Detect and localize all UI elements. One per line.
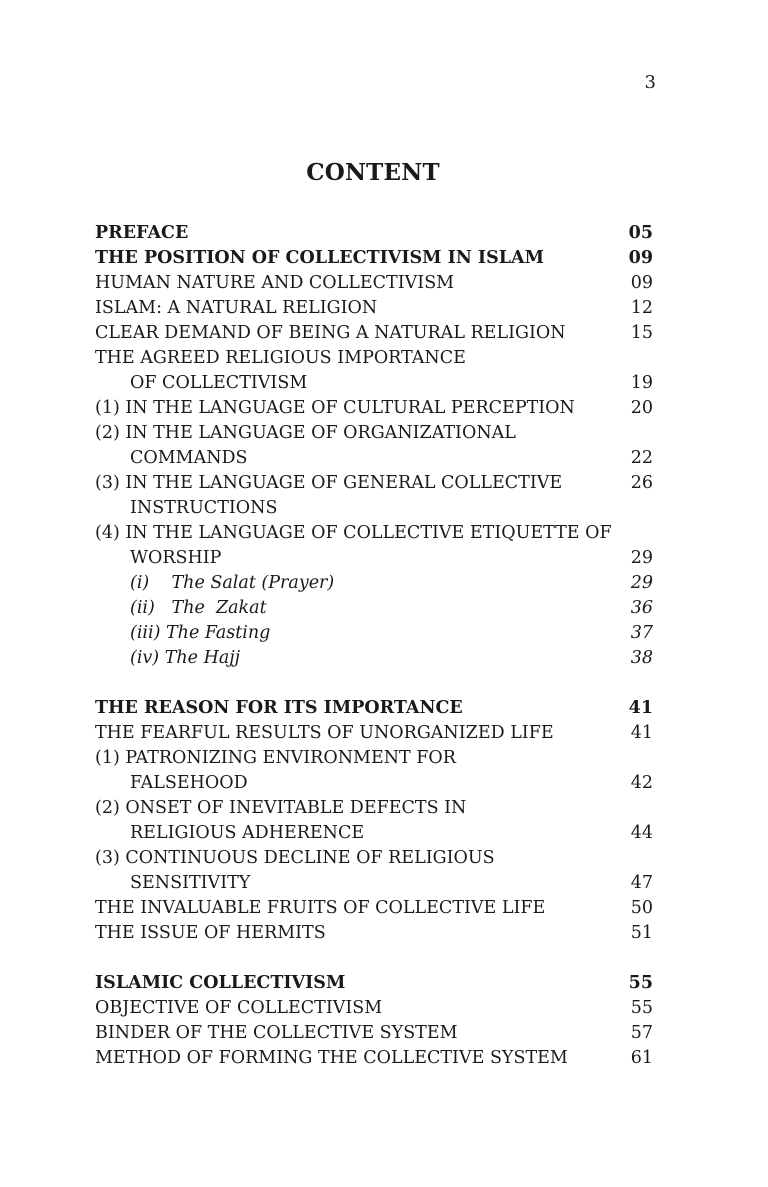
toc-entry-label: (1) PATRONIZING ENVIRONMENT FOR <box>95 748 456 768</box>
toc-entry-label: COMMANDS <box>130 448 248 468</box>
toc-entry <box>95 471 653 496</box>
toc-entry-label: THE POSITION OF COLLECTIVISM IN ISLAM <box>95 248 544 268</box>
toc-entry <box>95 696 653 721</box>
toc-entry <box>95 596 653 621</box>
toc-entry-label: HUMAN NATURE AND COLLECTIVISM <box>95 273 455 293</box>
toc-entry-page: 38 <box>630 648 653 668</box>
toc-entry-label: ISLAMIC COLLECTIVISM <box>95 973 346 993</box>
toc-entry-page: 55 <box>630 998 653 1018</box>
toc-entry-label: (i) The Salat (Prayer) <box>130 573 335 593</box>
toc-entry <box>95 796 653 821</box>
toc-entry <box>95 421 653 446</box>
toc-entry-label: CLEAR DEMAND OF BEING A NATURAL RELIGION <box>95 323 566 343</box>
toc-entry-page: 57 <box>630 1023 653 1043</box>
toc-entry-page: 20 <box>630 398 653 418</box>
section-spacer <box>95 671 653 696</box>
toc-entry <box>95 521 653 546</box>
toc-entry <box>95 346 653 371</box>
toc-entry-label: (2) IN THE LANGUAGE OF ORGANIZATIONAL <box>95 423 516 443</box>
toc-entry <box>95 721 653 746</box>
toc-entry-page: 29 <box>630 573 653 593</box>
toc-entry <box>95 646 653 671</box>
toc-entry-label: (iv) The Hajj <box>130 648 241 668</box>
toc-entry-label: PREFACE <box>95 223 189 243</box>
toc-entry <box>95 621 653 646</box>
toc-entry-label: (2) ONSET OF INEVITABLE DEFECTS IN <box>95 798 467 818</box>
toc-entry <box>95 221 653 246</box>
toc-entry-page: 51 <box>630 923 653 943</box>
toc-entry <box>95 896 653 921</box>
toc-entry-page: 29 <box>630 548 653 568</box>
toc-entry <box>95 871 653 896</box>
toc-entry-page: 05 <box>628 223 653 243</box>
toc-entry-label: (3) CONTINUOUS DECLINE OF RELIGIOUS <box>95 848 495 868</box>
toc-entry-page: 12 <box>630 298 653 318</box>
toc-entry <box>95 771 653 796</box>
toc-entry-page: 61 <box>630 1048 653 1068</box>
toc-entry <box>95 246 653 271</box>
toc-entry <box>95 846 653 871</box>
toc-entry-page: 09 <box>630 273 653 293</box>
toc-entry-page: 37 <box>630 623 653 643</box>
toc-entry-page: 36 <box>630 598 653 618</box>
table-of-contents <box>95 221 653 1071</box>
toc-entry-label: METHOD OF FORMING THE COLLECTIVE SYSTEM <box>95 1048 568 1068</box>
toc-entry-page: 41 <box>628 698 653 718</box>
toc-entry-label: THE INVALUABLE FRUITS OF COLLECTIVE LIFE <box>95 898 546 918</box>
toc-entry-label: THE FEARFUL RESULTS OF UNORGANIZED LIFE <box>95 723 554 743</box>
toc-entry-label: THE REASON FOR ITS IMPORTANCE <box>95 698 463 718</box>
toc-entry-label: OF COLLECTIVISM <box>130 373 308 393</box>
toc-entry-label: ISLAM: A NATURAL RELIGION <box>95 298 378 318</box>
toc-entry-page: 42 <box>630 773 653 793</box>
toc-entry-label: WORSHIP <box>130 548 222 568</box>
toc-entry <box>95 371 653 396</box>
toc-entry-page: 15 <box>630 323 653 343</box>
toc-entry-label: SENSITIVITY <box>130 873 251 893</box>
toc-entry-page: 26 <box>630 473 653 493</box>
page-title: CONTENT <box>306 159 440 186</box>
toc-entry <box>95 546 653 571</box>
toc-entry-page: 19 <box>630 373 653 393</box>
toc-entry <box>95 1046 653 1071</box>
toc-entry-page: 50 <box>630 898 653 918</box>
toc-entry <box>95 296 653 321</box>
toc-entry-label: (4) IN THE LANGUAGE OF COLLECTIVE ETIQUETTE OF <box>95 523 612 543</box>
toc-entry-label: (3) IN THE LANGUAGE OF GENERAL COLLECTIVE <box>95 473 563 493</box>
toc-entry <box>95 496 653 521</box>
toc-entry-label: INSTRUCTIONS <box>130 498 278 518</box>
toc-entry-label: (iii) The Fasting <box>130 623 271 643</box>
toc-entry-label: FALSEHOOD <box>130 773 248 793</box>
toc-entry <box>95 1021 653 1046</box>
toc-entry-page: 41 <box>630 723 653 743</box>
toc-entry-page: 22 <box>630 448 653 468</box>
toc-entry <box>95 396 653 421</box>
toc-entry-page: 09 <box>628 248 653 268</box>
section-spacer <box>95 946 653 971</box>
toc-entry-label: THE AGREED RELIGIOUS IMPORTANCE <box>95 348 466 368</box>
toc-entry <box>95 996 653 1021</box>
toc-entry <box>95 271 653 296</box>
toc-entry <box>95 571 653 596</box>
toc-entry-page: 44 <box>630 823 653 843</box>
toc-entry <box>95 746 653 771</box>
toc-entry-label: OBJECTIVE OF COLLECTIVISM <box>95 998 383 1018</box>
toc-entry <box>95 821 653 846</box>
toc-entry <box>95 971 653 996</box>
toc-entry <box>95 921 653 946</box>
toc-entry <box>95 446 653 471</box>
toc-entry-label: RELIGIOUS ADHERENCE <box>130 823 365 843</box>
toc-entry-label: (1) IN THE LANGUAGE OF CULTURAL PERCEPTION <box>95 398 575 418</box>
toc-entry <box>95 321 653 346</box>
toc-entry-page: 55 <box>628 973 653 993</box>
toc-entry-label: THE ISSUE OF HERMITS <box>95 923 326 943</box>
toc-entry-page: 47 <box>630 873 653 893</box>
toc-entry-label: BINDER OF THE COLLECTIVE SYSTEM <box>95 1023 458 1043</box>
toc-entry-label: (ii) The Zakat <box>130 598 267 618</box>
page-number: 3 <box>644 72 656 93</box>
